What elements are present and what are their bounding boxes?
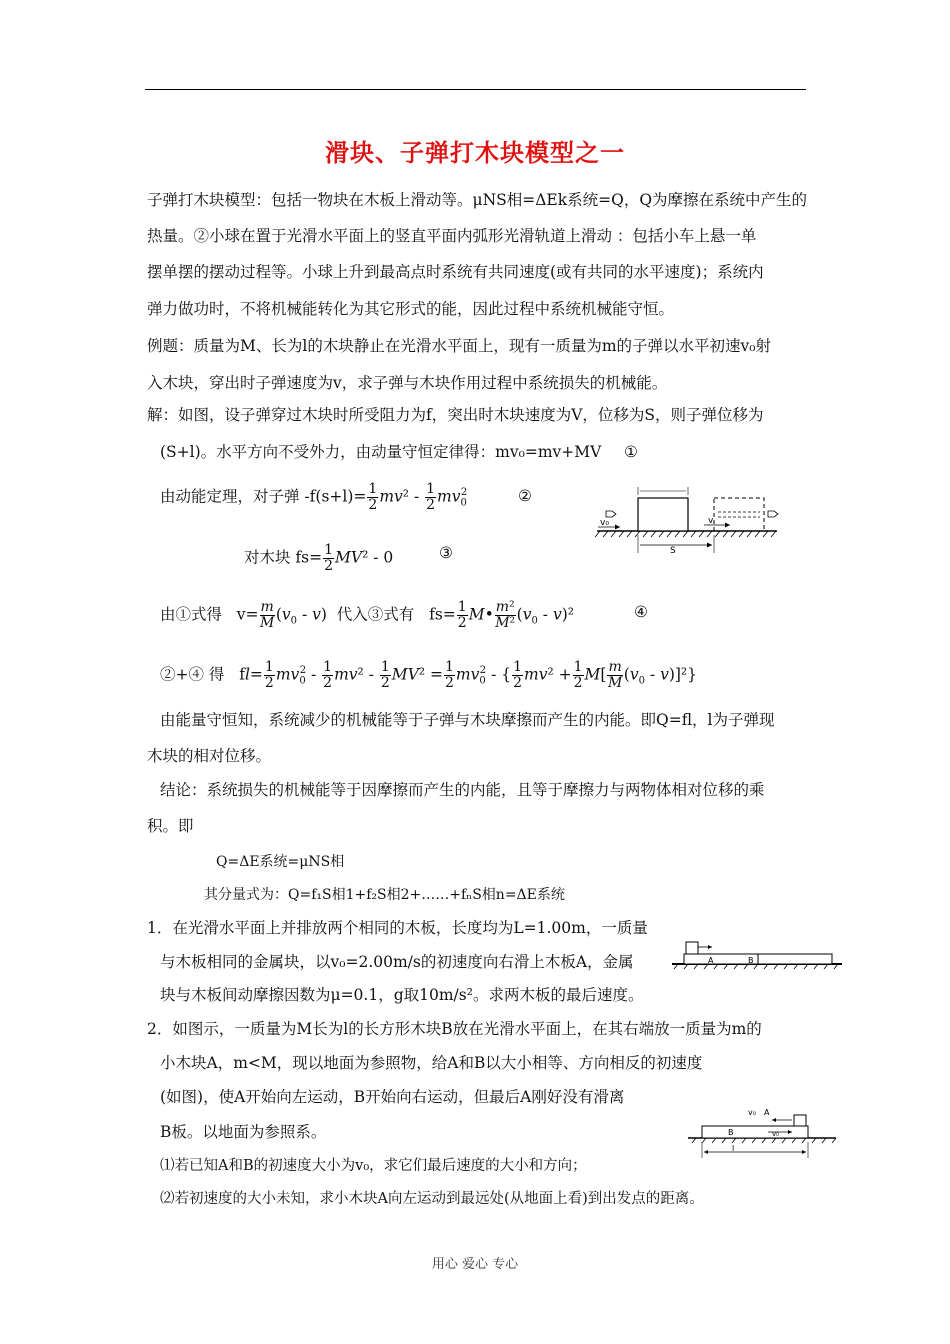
label-s: S bbox=[670, 546, 676, 556]
label-a: A bbox=[708, 956, 714, 965]
example-line-2: 入木块，穿出时子弹速度为v，求子弹与木块作用过程中系统损失的机械能。 bbox=[147, 374, 668, 392]
intro-line-4: 弹力做功时，不将机械能转化为其它形式的能，因此过程中系统机械能守恒。 bbox=[147, 300, 675, 318]
block-displaced bbox=[714, 498, 764, 531]
label-b: B bbox=[748, 956, 754, 965]
eq2-prefix: 由动能定理，对子弹 -f(s+l)= bbox=[160, 487, 367, 506]
eq4: 由①式得 v= $\frac{m}{M}$ $(v_0 - v)$ 代入③式有 fs= $\frac{1}{2}$ M• $\frac{\text{m²}}{\text{M²}}$ $(v_0 - v)^2$ bbox=[160, 599, 574, 631]
fraction: $\frac{1}{2}$ bbox=[324, 542, 334, 574]
bullet-block-diagram bbox=[592, 485, 782, 565]
header-rule bbox=[145, 89, 806, 90]
energy-line-1: 由能量守恒知，系统减少的机械能等于子弹与木块摩擦而产生的内能。即Q=fl，l为子弹现 bbox=[160, 711, 775, 729]
board-b bbox=[758, 954, 832, 964]
conclusion-line-1: 结论：系统损失的机械能等于因摩擦而产生的内能，且等于摩擦力与两物体相对位移的乘 bbox=[160, 781, 765, 799]
fraction: $\frac{1}{2}$ bbox=[445, 659, 454, 691]
fraction: $\frac{m}{M}$ bbox=[607, 659, 623, 691]
problem2-line-4: B板。以地面为参照系。 bbox=[160, 1123, 327, 1141]
eq2-mark: ② bbox=[518, 487, 532, 505]
block bbox=[638, 498, 688, 531]
fraction: $\frac{1}{2}$ bbox=[426, 481, 436, 513]
energy-line-2: 木块的相对位移。 bbox=[147, 747, 272, 765]
label-a: A bbox=[764, 1108, 770, 1117]
board-a bbox=[684, 954, 758, 964]
eq5: ②+④ 得 fl= $\frac{1}{2}$ $mv_0^2$ - $\frac{1}{2}$ mv² - $\frac{1}{2}$ MV² = $\frac{1}{2}$ $mv_0^2$ - { $\frac{1}{2}$ mv² + $\frac{1}{2}$ M[ $\frac{m}{M}$ $(v_0 - v)]^2$} bbox=[160, 659, 697, 691]
problem1-line-2: 与木板相同的金属块，以v₀=2.00m/s的初速度向右滑上木板A，金属 bbox=[160, 953, 634, 971]
problem2-line-3: (如图)，使A开始向左运动，B开始向右运动，但最后A刚好没有滑离 bbox=[160, 1088, 625, 1106]
label-v: v bbox=[708, 516, 714, 526]
eq1-mark: ① bbox=[624, 443, 638, 461]
eq4-mid: 代入③式有 bbox=[336, 605, 415, 624]
eq5-prefix: ②+④ 得 bbox=[160, 665, 225, 684]
label-v0-bottom: v₀ bbox=[772, 1130, 779, 1138]
bullet-exit bbox=[768, 511, 778, 517]
problem2-line-1: 2．如图示，一质量为M长为l的长方形木块B放在光滑水平面上，在其右端放一质量为m的 bbox=[147, 1020, 762, 1038]
intro-line-2: 热量。②小球在置于光滑水平面上的竖直平面内弧形光滑轨道上滑动 ：包括小车上悬一单 bbox=[147, 227, 757, 245]
label-b: B bbox=[728, 1128, 734, 1137]
fraction: $\frac{1}{2}$ bbox=[513, 659, 523, 691]
fraction: $\frac{\text{m²}}{\text{M²}}$ bbox=[495, 599, 516, 631]
eq3: 对木块 fs= $\frac{1}{2}$ MV² - 0 bbox=[244, 542, 394, 574]
fraction: $\frac{1}{2}$ bbox=[323, 659, 333, 691]
fraction: $\frac{1}{2}$ bbox=[368, 481, 378, 513]
fraction: $\frac{1}{2}$ bbox=[380, 659, 390, 691]
label-v0-top: v₀ bbox=[748, 1108, 756, 1117]
fraction: $\frac{1}{2}$ bbox=[573, 659, 583, 691]
block-a bbox=[794, 1115, 806, 1126]
page-title: 滑块、子弹打木块模型之一 bbox=[325, 138, 625, 167]
example-line-1: 例题：质量为M、长为l的木块静止在光滑水平面上，现有一质量为m的子弹以水平初速v₀射 bbox=[147, 337, 771, 355]
solution-line-1: 解：如图，设子弹穿过木块时所受阻力为f，突出时木块速度为V，位移为S，则子弹位移为 bbox=[147, 406, 764, 424]
label-l: l bbox=[732, 1144, 735, 1153]
bullet bbox=[606, 511, 616, 517]
formula-1: Q=ΔE系统=μNS相 bbox=[216, 854, 345, 870]
problem2-question-1: ⑴若已知A和B的初速度大小为v₀，求它们最后速度的大小和方向； bbox=[160, 1158, 587, 1174]
block-on-board-diagram bbox=[688, 1102, 838, 1162]
fraction: $\frac{1}{2}$ bbox=[264, 659, 274, 691]
page-footer: 用心 爱心 专心 bbox=[431, 1257, 519, 1272]
problem1-line-3: 块与木板间动摩擦因数为μ=0.1，g取10m/s²。求两木板的最后速度。 bbox=[160, 986, 644, 1004]
eq4-mark: ④ bbox=[634, 603, 648, 621]
problem1-line-1: 1．在光滑水平面上并排放两个相同的木板，长度均为L=1.00m，一质量 bbox=[147, 919, 648, 937]
conclusion-line-2: 积。即 bbox=[147, 817, 194, 835]
eq2: 由动能定理，对子弹 -f(s+l)= $\frac{1}{2}$ mv² - $\frac{1}{2}$ $mv_0^2$ bbox=[160, 481, 468, 513]
fraction: $\frac{m}{M}$ bbox=[260, 599, 275, 631]
solution-line-2: (S+l)。水平方向不受外力，由动量守恒定律得：mv₀=mv+MV bbox=[160, 443, 602, 461]
metal-block bbox=[686, 942, 698, 954]
intro-line-1: 子弹打木块模型：包括一物块在木板上滑动等。μNS相=ΔEk系统=Q，Q为摩擦在系统中产生的 bbox=[147, 191, 808, 209]
problem2-line-2: 小木块A，m<M，现以地面为参照物，给A和B以大小相等、方向相反的初速度 bbox=[160, 1054, 703, 1072]
eq3-mark: ③ bbox=[439, 544, 453, 562]
board-b bbox=[702, 1126, 808, 1138]
eq4-prefix: 由①式得 bbox=[160, 605, 223, 624]
formula-2: 其分量式为：Q=f₁S相1+f₂S相2+……+fₙS相n=ΔE系统 bbox=[204, 887, 565, 903]
eq3-prefix: 对木块 fs= bbox=[244, 548, 323, 567]
fraction: $\frac{1}{2}$ bbox=[457, 599, 467, 631]
label-v0: v₀ bbox=[600, 518, 609, 528]
intro-line-3: 摆单摆的摆动过程等。小球上升到最高点时系统有共同速度(或有共同的水平速度)；系统内 bbox=[147, 263, 764, 281]
problem2-question-2: ⑵若初速度的大小未知，求小木块A向左运动到最远处(从地面上看)到出发点的距离。 bbox=[160, 1191, 704, 1207]
two-boards-diagram bbox=[672, 934, 844, 970]
